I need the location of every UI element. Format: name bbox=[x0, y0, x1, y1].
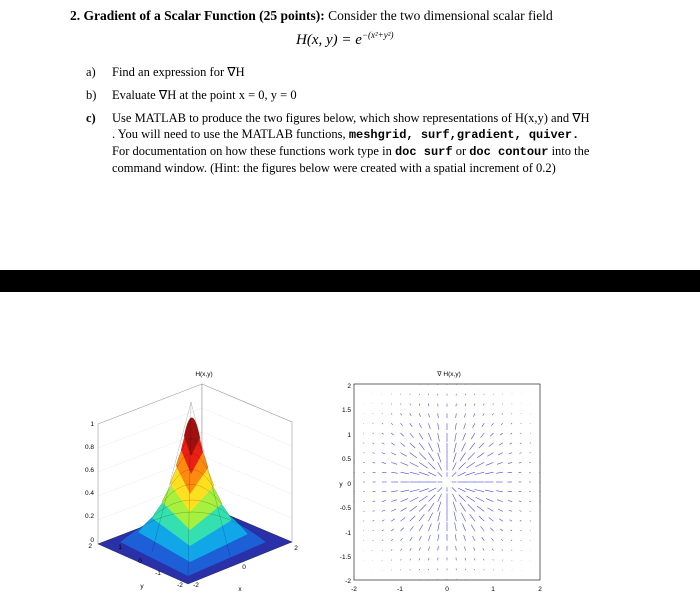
part-c-line4: command window. (Hint: the figures below were created with a spatial increment of 0.2) bbox=[112, 161, 556, 175]
part-c bbox=[112, 110, 672, 176]
x-tick: -2 bbox=[193, 582, 199, 589]
part-b bbox=[86, 87, 297, 103]
z-tick: 0.2 bbox=[84, 513, 94, 520]
y-tick: 1.5 bbox=[341, 407, 351, 414]
surface-z-ticks bbox=[85, 421, 94, 544]
doc-surf-command: doc surf bbox=[394, 145, 453, 159]
quiver-plot bbox=[338, 362, 560, 597]
x-tick: 1 bbox=[491, 586, 495, 593]
y-tick: 1 bbox=[347, 432, 351, 439]
x-tick: -1 bbox=[397, 586, 403, 593]
quiver-x-ticks bbox=[351, 586, 542, 593]
z-tick: 0.8 bbox=[84, 444, 94, 451]
quiver-arrow bbox=[521, 423, 522, 424]
x-tick: -2 bbox=[351, 586, 357, 593]
x-tick: 2 bbox=[294, 545, 298, 552]
y-tick: -1.5 bbox=[339, 554, 351, 561]
part-c-label-wrap bbox=[86, 110, 96, 126]
z-tick: 0.6 bbox=[84, 467, 94, 474]
y-tick: -0.5 bbox=[339, 505, 351, 512]
part-c-line2: . You will need to use the MATLAB functions, meshgrid, surf,gradient, quiver. bbox=[112, 127, 580, 142]
part-c-line3: For documentation on how these functions work type in doc surf or doc contour into the bbox=[112, 144, 590, 159]
y-tick: -2 bbox=[177, 582, 183, 589]
problem-heading-bold: 2. Gradient of a Scalar Function (25 points): bbox=[70, 8, 325, 23]
equation-exponent: −(x²+y²) bbox=[361, 30, 394, 40]
quiver-y-label: y bbox=[339, 481, 343, 488]
x-tick: 0 bbox=[445, 586, 449, 593]
quiver-arrow bbox=[391, 404, 392, 405]
x-tick: 2 bbox=[538, 586, 542, 593]
quiver-arrow bbox=[373, 423, 374, 424]
y-tick: -1 bbox=[345, 530, 351, 537]
part-b-text: Evaluate ∇H at the point x = 0, y = 0 bbox=[112, 88, 297, 102]
y-tick: -1 bbox=[155, 570, 161, 577]
part-b-label: b) bbox=[86, 88, 97, 102]
z-tick: 1 bbox=[90, 421, 94, 428]
quiver-arrow bbox=[502, 560, 503, 561]
part-c-label: c) bbox=[86, 111, 96, 125]
x-tick: 0 bbox=[242, 564, 246, 571]
y-tick: 1 bbox=[118, 544, 122, 551]
quiver-arrow bbox=[391, 560, 392, 561]
y-tick: 2 bbox=[88, 543, 92, 550]
part-a bbox=[86, 64, 245, 80]
part-a-label: a) bbox=[86, 65, 96, 79]
surface-plot bbox=[80, 362, 310, 597]
figures-section bbox=[0, 292, 700, 597]
quiver-plot-title: ∇ H(x,y) bbox=[437, 371, 461, 378]
y-tick: 2 bbox=[347, 383, 351, 390]
part-a-text: Find an expression for ∇H bbox=[112, 65, 245, 79]
quiver-arrow bbox=[373, 540, 374, 541]
doc-contour-command: doc contour bbox=[469, 145, 549, 159]
equation-lhs: H(x, y) = e bbox=[296, 32, 362, 48]
part-c-line1: Use MATLAB to produce the two figures below, which show representations of H(x,y) and ∇H bbox=[112, 111, 590, 125]
problem-heading bbox=[70, 8, 553, 24]
z-tick: 0.4 bbox=[84, 490, 94, 497]
y-tick: 0.5 bbox=[341, 456, 351, 463]
surface-y-label: y bbox=[140, 583, 144, 590]
matlab-functions: meshgrid, surf,gradient, quiver. bbox=[348, 128, 580, 142]
surface-plot-title: H(x,y) bbox=[195, 371, 213, 378]
y-tick: 0 bbox=[347, 481, 351, 488]
scalar-field-equation bbox=[296, 30, 393, 49]
y-tick: 0 bbox=[138, 558, 142, 565]
z-tick: 0 bbox=[90, 537, 94, 544]
quiver-arrow bbox=[502, 404, 503, 405]
problem-section bbox=[0, 0, 700, 270]
problem-heading-rest: Consider the two dimensional scalar field bbox=[324, 8, 553, 23]
surface-x-label: x bbox=[238, 586, 242, 593]
quiver-arrow bbox=[521, 540, 522, 541]
y-tick: -2 bbox=[345, 578, 351, 585]
